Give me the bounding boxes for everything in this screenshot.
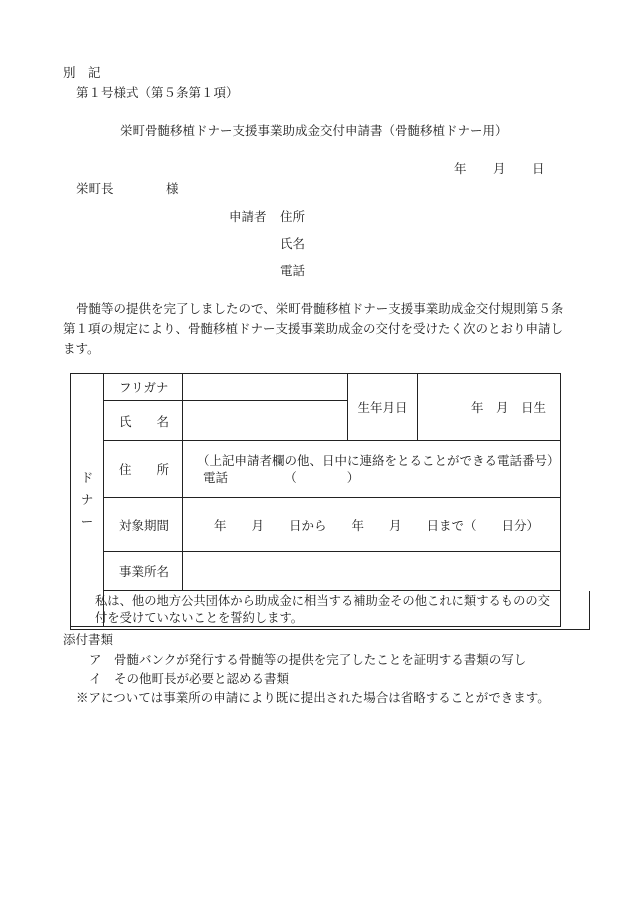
phone-line: 電話 （ ）: [203, 470, 360, 485]
address-label: 住 所: [104, 441, 183, 498]
office-label: 事業所名: [104, 552, 183, 591]
donor-section-label: [71, 374, 104, 627]
appendix-label: 別 記: [63, 65, 101, 80]
donor-char-1: ド: [80, 470, 94, 485]
pledge-line-2: 付を受けていないことを誓約します。: [95, 611, 304, 625]
period-field[interactable]: 年 月 日から 年 月 日まで（ 日分）: [183, 498, 561, 552]
attachment-note: ※アについては事業所の申請により既に提出された場合は省略することができます。: [76, 690, 550, 705]
applicant-phone-label: 電話: [280, 263, 306, 278]
dob-field[interactable]: 年 月 日生: [418, 374, 561, 441]
date-month-label: 月: [493, 161, 506, 176]
addressee: 栄町長: [76, 181, 114, 196]
address-note: （上記申請者欄の他、日中に連絡をとることができる電話番号）: [197, 453, 560, 468]
donor-char-3: ー: [80, 514, 94, 529]
donor-char-2: ナ: [80, 492, 94, 507]
office-field[interactable]: [183, 552, 561, 591]
attachments-heading: 添付書類: [63, 632, 114, 647]
name-label: 氏 名: [104, 401, 183, 441]
address-field[interactable]: [183, 441, 561, 498]
statement-line-2: 第１項の規定により、骨髄移植ドナー支援事業助成金の交付を受けたく次のとおり申請し: [63, 321, 564, 336]
furigana-label: フリガナ: [104, 374, 183, 401]
attachment-item-i: イ その他町長が必要と認める書類: [89, 671, 290, 686]
form-number: 第１号様式（第５条第１項）: [76, 85, 239, 100]
furigana-field[interactable]: [183, 374, 348, 401]
date-day-label: 日: [532, 161, 545, 176]
applicant-label: 申請者: [229, 209, 267, 224]
pledge-box: [70, 591, 590, 630]
period-label: 対象期間: [104, 498, 183, 552]
pledge-line-1: 私は、他の地方公共団体から助成金に相当する補助金その他これに類するものの交: [95, 594, 550, 608]
applicant-name-label: 氏名: [280, 236, 306, 251]
attachment-item-a: ア 骨髄バンクが発行する骨髄等の提供を完了したことを証明する書類の写し: [89, 652, 527, 667]
dob-label: 生年月日: [348, 374, 418, 441]
statement-line-3: ます。: [63, 341, 100, 356]
applicant-address-label: 住所: [280, 209, 306, 224]
donor-table: [70, 373, 561, 627]
name-field[interactable]: [183, 401, 348, 441]
date-year-label: 年: [454, 161, 467, 176]
honorific: 様: [166, 181, 179, 196]
page-title: 栄町骨髄移植ドナー支援事業助成金交付申請書（骨髄移植ドナー用）: [120, 123, 508, 138]
application-statement: [63, 299, 568, 359]
statement-line-1: 骨髄等の提供を完了しましたので、栄町骨髄移植ドナー支援事業助成金交付規則第５条: [76, 301, 564, 316]
